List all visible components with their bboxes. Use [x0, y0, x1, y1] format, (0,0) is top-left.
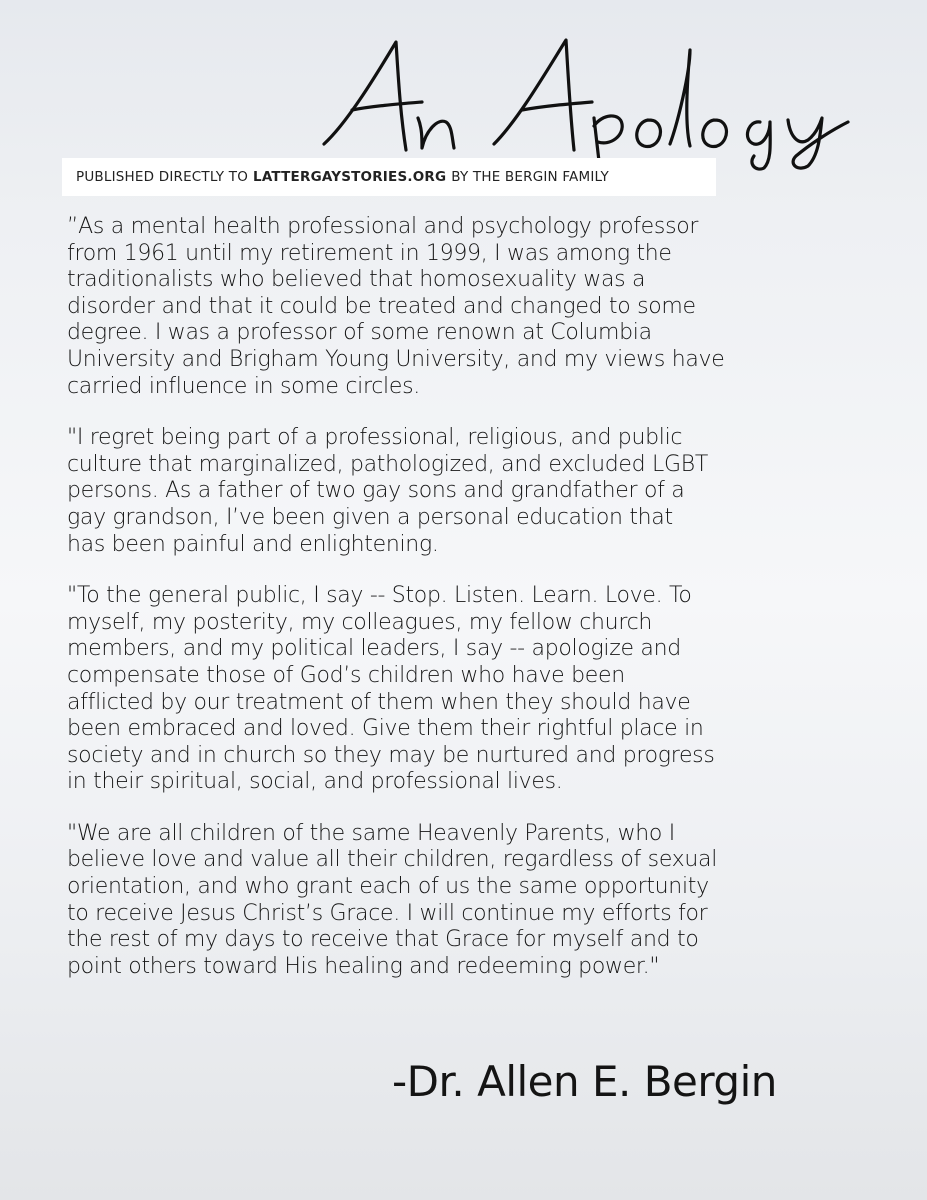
text-line: ”As a mental health professional and psychology professor	[67, 214, 699, 239]
text-line: University and Brigham Young University, and my views have	[67, 346, 725, 372]
paragraph	[67, 214, 867, 400]
text-line: gay grandson, I’ve been given a personal education that	[67, 504, 673, 530]
text-line: persons. As a father of two gay sons and grandfather of a	[67, 478, 685, 504]
text-line: orientation, and who grant each of us the same opportunity	[67, 874, 709, 900]
apology-body	[67, 214, 867, 1005]
text-line: been embraced and loved. Give them their rightful place in	[67, 716, 704, 742]
text-line: point others toward His healing and redeeming power."	[67, 953, 660, 979]
text-line: disorder and that it could be treated and changed to some	[67, 293, 696, 319]
text-line: the rest of my days to receive that Grace for myself and to	[67, 927, 699, 953]
banner-site-name: LATTERGAYSTORIES.ORG	[253, 169, 447, 185]
text-line: traditionalists who believed that homosexuality was a	[67, 267, 646, 293]
signature: -Dr. Allen E. Bergin	[392, 1057, 777, 1106]
paragraph	[67, 583, 867, 796]
paragraph	[67, 425, 867, 558]
text-line: degree. I was a professor of some renown at Columbia	[67, 320, 652, 346]
text-line: has been painful and enlightening.	[67, 531, 439, 557]
banner-suffix: BY THE BERGIN FAMILY	[451, 169, 609, 185]
banner-prefix: PUBLISHED DIRECTLY TO	[76, 169, 249, 185]
text-line: compensate those of God’s children who have been	[67, 662, 625, 688]
publication-banner	[62, 158, 716, 196]
title-script	[318, 32, 858, 172]
text-line: society and in church so they may be nurtured and progress	[67, 742, 715, 768]
text-line: culture that marginalized, pathologized, and excluded LGBT	[67, 451, 708, 477]
paragraph	[67, 821, 867, 981]
text-line: in their spiritual, social, and professional lives.	[67, 769, 563, 795]
text-line: "To the general public, I say -- Stop. Listen. Learn. Love. To	[67, 583, 692, 609]
text-line: "We are all children of the same Heavenly Parents, who I	[67, 820, 675, 846]
text-line: members, and my political leaders, I say -- apologize and	[67, 636, 681, 662]
text-line: believe love and value all their children, regardless of sexual	[67, 847, 718, 873]
text-line: afflicted by our treatment of them when they should have	[67, 689, 691, 715]
text-line: from 1961 until my retirement in 1999, I was among the	[67, 240, 672, 266]
text-line: "I regret being part of a professional, religious, and public	[67, 425, 683, 451]
text-line: carried influence in some circles.	[67, 373, 420, 399]
text-line: to receive Jesus Christ’s Grace. I will continue my efforts for	[67, 900, 708, 926]
text-line: myself, my posterity, my colleagues, my fellow church	[67, 609, 653, 635]
